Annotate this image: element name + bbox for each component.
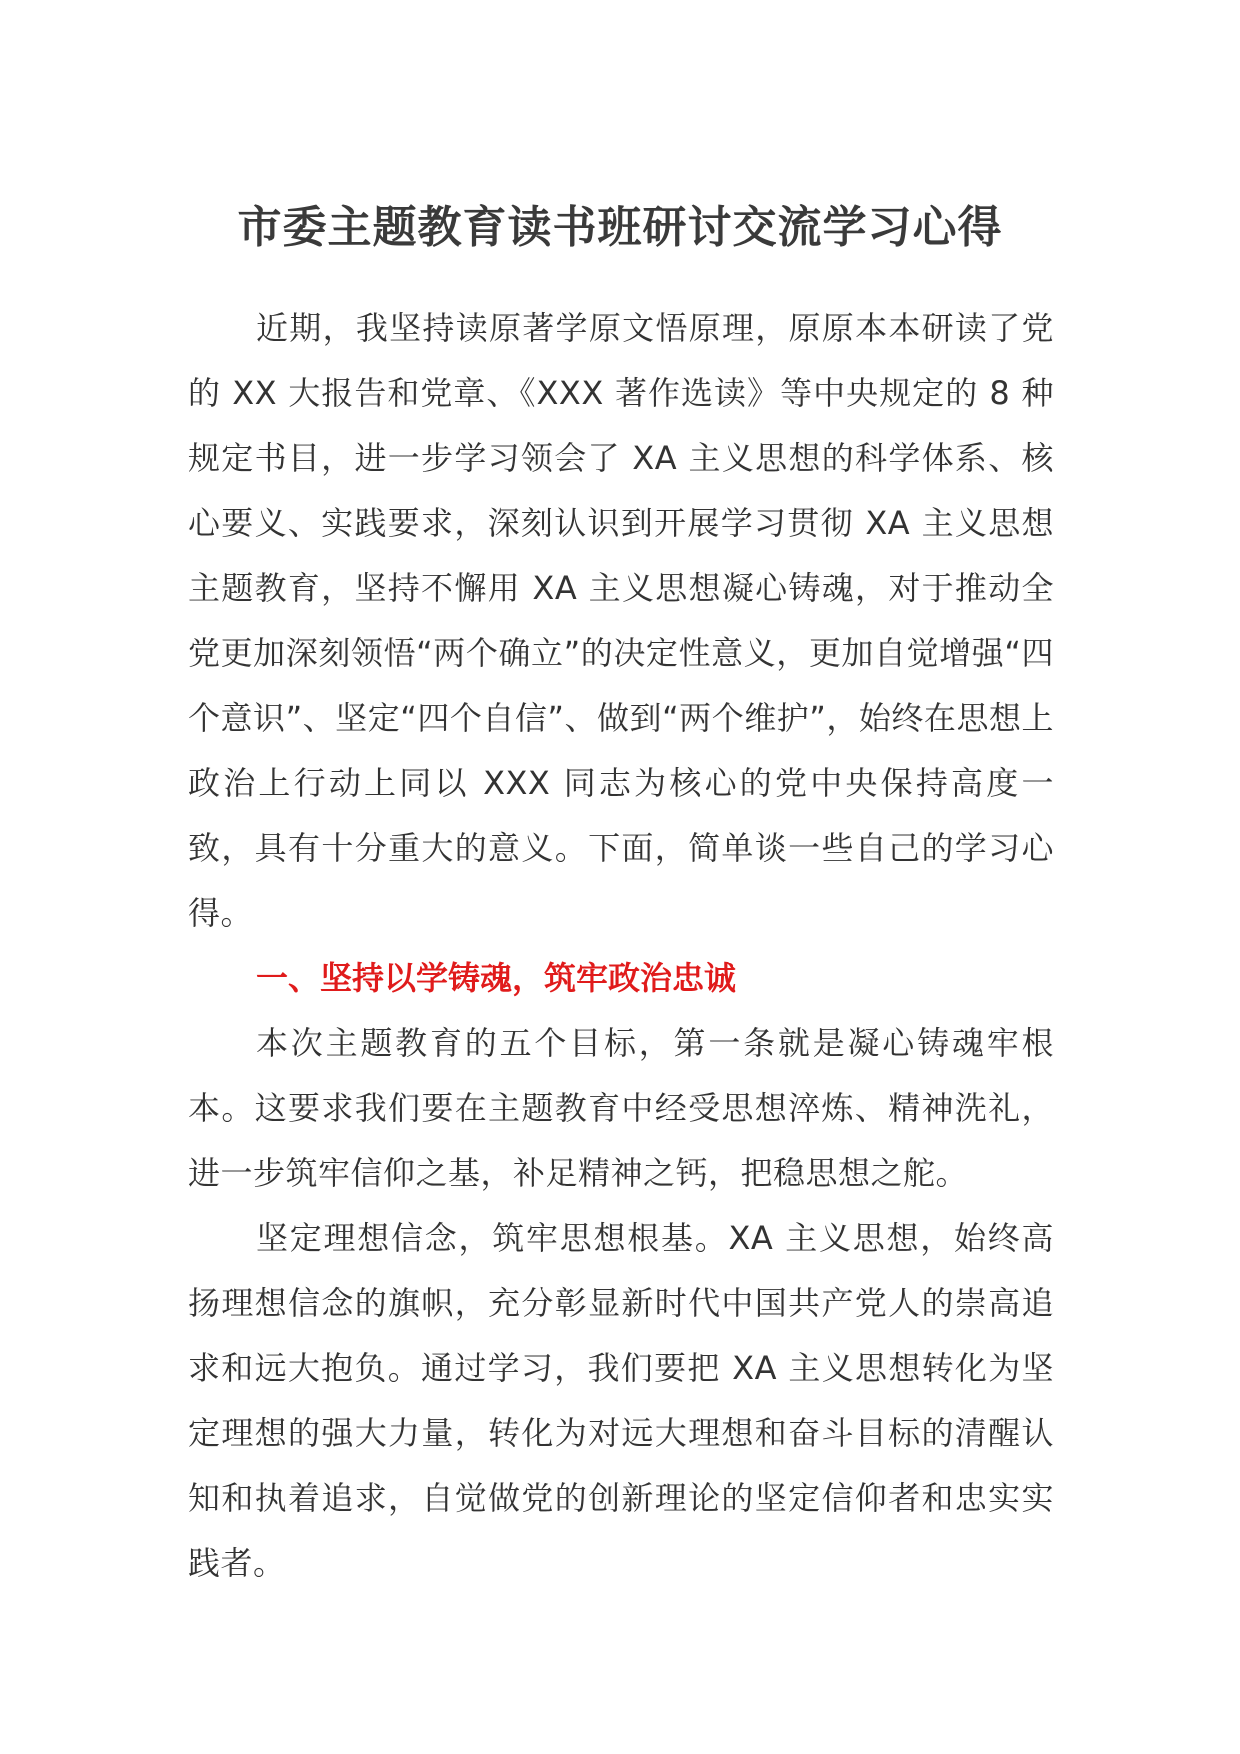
document-body bbox=[188, 296, 1054, 1596]
intro-paragraph: 近期，我坚持读原著学原文悟原理，原原本本研读了党的 XX 大报告和党章、《XXX 著作选读》等中央规定的 8 种规定书目，进一步学习领会了 XA 主义思想的科学体系、核心要义、实践要求，深刻认识到开展学习贯彻 XA 主义思想主题教育，坚持不懈用 XA 主义思想凝心铸魂，对于推动全党更加深刻领悟“两个确立”的决定性意义，更加自觉增强“四个意识”、坚定“四个自信”、做到“两个维护”，始终在思想上政治上行动上同以 XXX 同志为核心的党中央保持高度一致，具有十分重大的意义。下面，简单谈一些自己的学习心得。 bbox=[188, 309, 1054, 932]
document-title: 市委主题教育读书班研讨交流学习心得 bbox=[237, 202, 1003, 253]
section-heading: 一、坚持以学铸魂，筑牢政治忠诚 bbox=[256, 959, 737, 997]
body-paragraph: 本次主题教育的五个目标，第一条就是凝心铸魂牢根本。这要求我们要在主题教育中经受思想淬炼、精神洗礼，进一步筑牢信仰之基，补足精神之钙，把稳思想之舵。 bbox=[188, 1024, 1054, 1192]
body-paragraph: 坚定理想信念，筑牢思想根基。XA 主义思想，始终高扬理想信念的旗帜，充分彰显新时代中国共产党人的崇高追求和远大抱负。通过学习，我们要把 XA 主义思想转化为坚定理想的强大力量，转化为对远大理想和奋斗目标的清醒认知和执着追求，自觉做党的创新理论的坚定信仰者和忠实实践者。 bbox=[188, 1219, 1054, 1582]
